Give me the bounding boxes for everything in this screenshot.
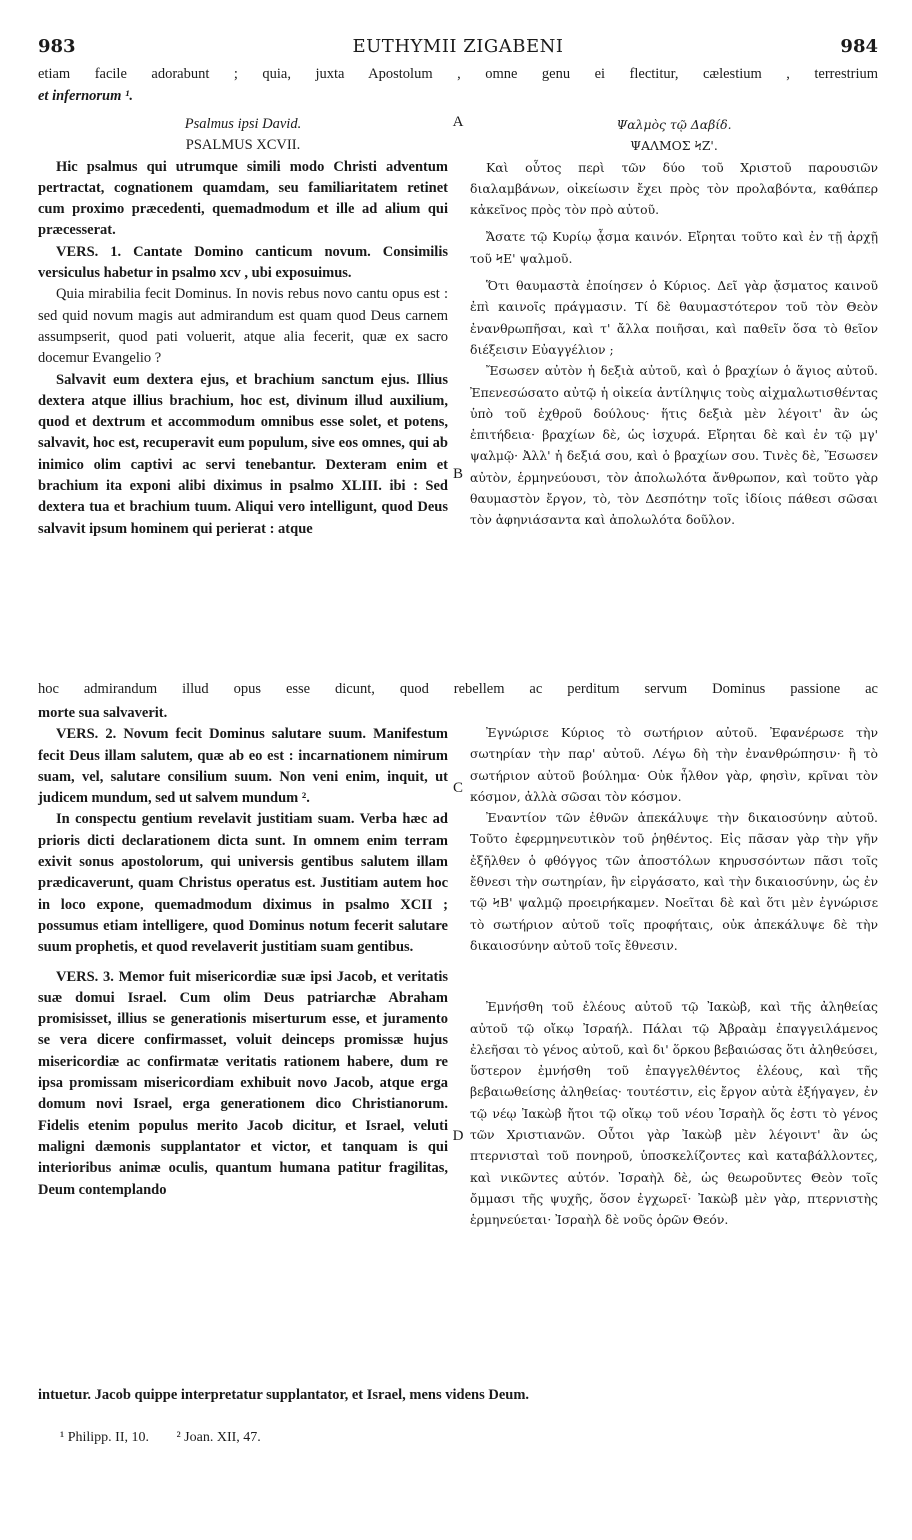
greek-column-lower: [470, 722, 878, 1231]
margin-marker-c: C: [452, 780, 463, 796]
latin-column-lower: [38, 703, 448, 1201]
page-header: [38, 36, 878, 62]
greek-emnesthe-paragraph: Ἐμνήσθη τοῦ ἐλέους αὐτοῦ τῷ Ἰακὼβ, καὶ τῆς ἀληθείας αὐτοῦ τῷ οἴκῳ Ἰσραήλ. Πάλαι τῷ Ἀβραὰμ ἐπαγγειλάμενος ἐλεῆσαι τὸ γένος αὐτοῦ, καὶ δι' ὅρκου βεβαιώσας ὅτι ἀληθεύσει, ὕστερον ἐμνήσθη τοῦ ἐπαγγελθέντος ἐλέους, καὶ τῆς βεβαιωθείσης ἀληθείας· τουτέστιν, εἰς ἔργον αὐτὰ ἐξήγαγεν, ἐν τῷ νέῳ Ἰακὼβ ἤτοι τῷ οἴκῳ τοῦ νέου Ἰσραὴλ ὅς ἐστι τὸ γένος τῶν Χριστιανῶν. Οὗτοι γὰρ Ἰακὼβ μὲν λέγοιντ' ἂν ὡς πτερνισταὶ τοῦ πονηροῦ, ὑποσκελίζοντες καὶ καταβάλλοντες, καὶ νικῶντες αὐτόν. Ἰσραὴλ δὲ, ὡς θεωροῦντες Θεὸν τοῖς ὄμμασι τῆς ψυχῆς, ὅσον ἐγχωρεῖ· Ἰακὼβ μὲν γὰρ, πτερνιστὴς ἑρμηνεύεται· Ἰσραὴλ δὲ νοῦς ὁρῶν Θεόν.: [470, 999, 878, 1228]
page-number-left: 983: [38, 36, 76, 57]
full-width-line-2: intuetur. Jacob quippe interpretatur supplantator, et Israel, mens videns Deum.: [38, 1387, 530, 1403]
greek-intro-paragraph: Καὶ οὗτος περὶ τῶν δύο τοῦ Χριστοῦ παρουσιῶν διαλαμβάνων, οἰκείωσιν ἔχει πρὸς τὸν προλαβόντα, καθάπερ κἀκεῖνος πρὸς τὸν πρὸ αὐτοῦ.: [470, 159, 878, 218]
latin-psalm-number: PSALMUS XCVII.: [185, 137, 301, 154]
latin-salvavit-paragraph: Salvavit eum dextera ejus, et brachium sanctum ejus. Illius dextera atque illius brachium, hoc est, divinum illud auxilium, quod et dextrum et accommodum omnibus esse solet, et potens, salvavit, hoc est, recuperavit eum populum, sive eos omnes, qui ab inimico olim captivi ac servi tenebantur. Dexteram enim et brachium ita exponi alibi diximus in psalmo XLIII. ibi : Sed dextera tua et brachium tuum. Aliqui vero intelligunt, quod Deus salvavit ipsum hominem qui perierat : atque: [38, 371, 448, 537]
greek-column-upper: [470, 114, 878, 531]
footnotes: [60, 1430, 560, 1446]
margin-marker-d: D: [452, 1128, 464, 1144]
greek-psalm-heading: Ψαλμὸς τῷ Δαβίδ.: [616, 117, 732, 132]
latin-column-upper: [38, 114, 448, 540]
footnote-2: ² Joan. XII, 47.: [176, 1430, 261, 1445]
latin-conspectu-paragraph: In conspectu gentium revelavit justitiam suam. Verba hæc ad prioris dicti declarationem dicta sunt. In omnem enim terram exivit sonus apostolorum, qui universis gentibus salutem illam prædicaverunt, quam Christus operatus est. Justitiam autem hoc in loco expone, quemadmodum diximus in psalmo XCII ; possumus etiam intelligere, quod Dominus notum fecerit salutare suum prophetis, et quod revelaverit justitiam suam gentibus.: [38, 811, 448, 956]
margin-marker-b: B: [452, 466, 463, 482]
greek-oti-paragraph: Ὅτι θαυμαστὰ ἐποίησεν ὁ Κύριος. Δεῖ γὰρ ᾄσματος καινοῦ ἐπὶ καινοῖς πράγμασιν. Τί δὲ θαυμαστότερον τοῦ τὸν Θεὸν ἐνανθρωπῆσαι, καὶ τ' ἄλλα ποιῆσαι, καὶ παθεῖν ὅσα τὸ θεῖον διέξεισιν Εὐαγγέλιον ;: [470, 278, 878, 357]
latin-verse-2: VERS. 2. Novum fecit Dominus salutare suum. Manifestum fecit Deus illam salutem, quæ ab eo est : incarnationem nimirum suam, vel, salutare consilium suum. Non veni enim, inquit, ut judicem mundum, sed ut salvem mundum ².: [38, 726, 448, 807]
greek-psalm-number: ΨΑΛΜΟΣ ϞΖ'.: [630, 138, 718, 154]
latin-verse-1: VERS. 1. Cantate Domino canticum novum. Consimilis versiculus habetur in psalmo xcv , ubi exposuimus.: [38, 243, 448, 282]
latin-intro-paragraph: Hic psalmus qui utrumque simili modo Christi adventum pertractat, cognationem quamdam, seu familiaritatem retinet cum proximo præcedenti, quemadmodum et ille ad alium qui præcesserat.: [38, 158, 448, 239]
latin-psalm-heading: Psalmus ipsi David.: [184, 116, 302, 132]
greek-egnorise-paragraph: Ἐγνώρισε Κύριος τὸ σωτήριον αὐτοῦ. Ἐφανέρωσε τὴν σωτηρίαν τὴν παρ' αὐτοῦ. Λέγω δὴ τὴν ἐνανθρώπησιν· ἢ τὸ σωτήριον αὐτοῦ βούλημα· Οὐκ ἦλθον γὰρ, φησὶν, κρῖναι τὸν κόσμον, ἀλλὰ σῶσαι τὸν κόσμον.: [470, 725, 878, 804]
footnote-1: ¹ Philipp. II, 10.: [60, 1430, 149, 1445]
latin-quia-paragraph: Quia mirabilia fecit Dominus. In novis rebus novo cantu opus est : sed quid novum magis aut admirandum est quam quod Deus carnem assumpserit, quod pati voluerit, atque alia fecerit, quæ ex sacro docemur Evangelio ?: [38, 286, 448, 367]
greek-enantion-paragraph: Ἐναντίον τῶν ἐθνῶν ἀπεκάλυψε τὴν δικαιοσύνην αὐτοῦ. Τοῦτο ἐφερμηνευτικὸν τοῦ ῥηθέντος. Εἰς πᾶσαν γὰρ τὴν γῆν ἐξῆλθεν ὁ φθόγγος τῶν ἀποστόλων κηρυσσόντων πᾶσι τοῖς ἔθνεσι τὴν σωτηρίαν, ἣν εἰργάσατο, καὶ τὴν δικαιοσύνην, ὡς ἐν τῷ ϞΒ' ψαλμῷ προειρήκαμεν. Νοεῖται δὲ καὶ ὅτι μὲν ἐγνώρισε τὸ σωτήριον αὐτοῦ τοῖς προφήταις, οὐκ ἀπεκάλυψε δὲ τὴν δικαιοσύνην αὐτοῦ τοῖς ἔθνεσιν.: [470, 810, 878, 953]
page-number-right: 984: [840, 36, 878, 57]
margin-marker-a: A: [452, 114, 464, 130]
running-title: EUTHYMII ZIGABENI: [352, 36, 564, 57]
continuation-line-2: et infernorum ¹.: [38, 88, 133, 104]
greek-asate-paragraph: Ἄσατε τῷ Κυρίῳ ᾆσμα καινόν. Εἴρηται τοῦτο καὶ ἐν τῇ ἀρχῇ τοῦ ϞΕ' ψαλμοῦ.: [470, 229, 878, 266]
full-width-line-1: hoc admirandum illud opus esse dicunt, quod rebellem ac perditum servum Dominus passione ac: [38, 681, 878, 697]
greek-esosen-paragraph: Ἔσωσεν αὐτὸν ἡ δεξιὰ αὐτοῦ, καὶ ὁ βραχίων ὁ ἅγιος αὐτοῦ. Ἐπενεσώσατο αὐτῷ ἡ οἰκεία ἀντίληψις τοὺς αἰχμαλωτισθέντας ὑπὸ τοῦ ἐχθροῦ δούλους· ἥτις δεξιὰ μὲν λέγοιτ' ἂν ὡς ἐπιτήδεια· βραχίων δὲ, ὡς ἰσχυρά. Εἴρηται δὲ καὶ ἐν τῷ μγ' ψαλμῷ· Ἀλλ' ἡ δεξιά σου, καὶ ὁ βραχίων σου. Τινὲς δὲ, Ἔσωσεν αὐτὸν, ἑρμηνεύουσι, τὸν ἀπολωλότα ἄνθρωπον, καὶ τοῦτο γὰρ θαυμαστὸν ἔργον, τὸ, τὸν Δεσπότην τοῖς ἰδίοις πάθεσι σῶσαι τὸν ἀφηνιάσαντα καὶ ἀπολωλότα δοῦλον.: [470, 363, 878, 528]
latin-verse-3: VERS. 3. Memor fuit misericordiæ suæ ipsi Jacob, et veritatis suæ domui Israel. Cum olim Deus patriarchæ Abraham promisisset, illius se generationis miserturum esse, et juramento se vera dicere confirmasset, voluit deinceps promissæ hujus misericordiæ ac confirmatæ veritatis rationem habere, dum re ipsa promissam misericordiam exhibuit novo Jacob, atque erga domum novi Israel, erga generationem dico Christianorum. Fidelis etenim populus merito Jacob dicitur, et Israel, veluti maligni dæmonis supplantator et victor, et tanquam is qui interioribus animæ oculis, quantum humana patitur fragilitas, Deum contemplando: [38, 968, 448, 1198]
latin-morte-line: morte sua salvaverit.: [38, 705, 168, 721]
continuation-line-1: etiam facile adorabunt ; quia, juxta Apostolum , omne genu ei flectitur, cælestium , terrestrium: [38, 66, 878, 82]
